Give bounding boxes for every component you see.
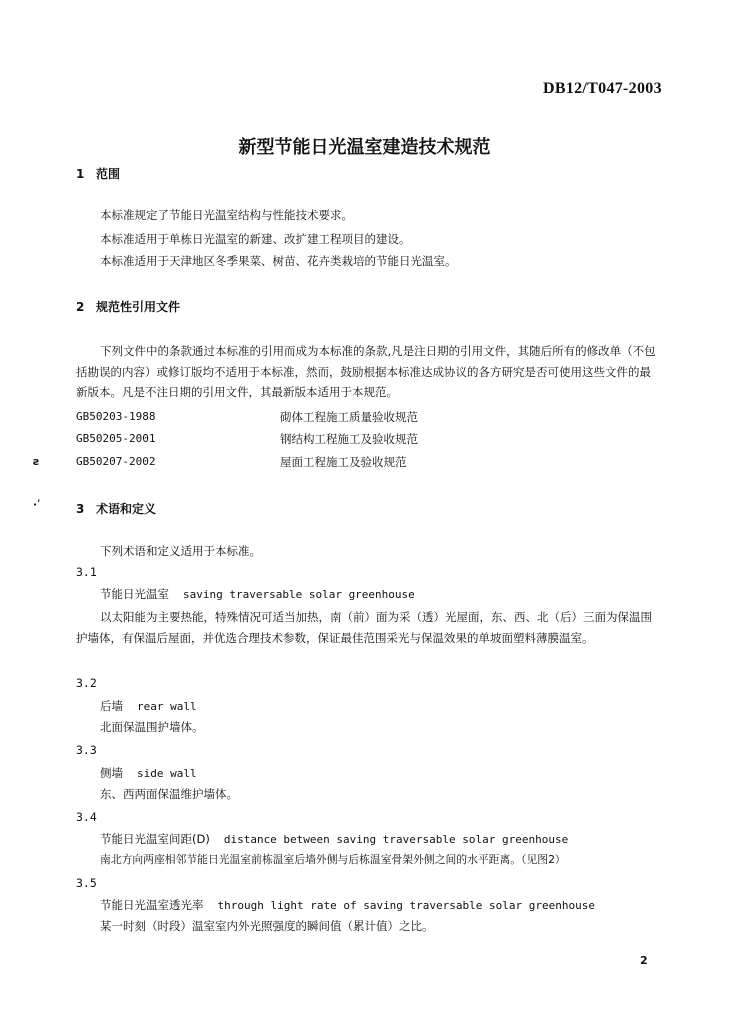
term-cn: 节能日光温室透光率 — [100, 898, 204, 912]
paragraph: 本标准适用于单栋日光温室的新建、改扩建工程项目的建设。 — [100, 232, 411, 246]
term-cn: 节能日光温室 — [100, 587, 169, 601]
term-heading — [100, 831, 568, 847]
section-title: 范围 — [96, 167, 121, 181]
page-number: 2 — [640, 954, 648, 967]
term-en: rear wall — [137, 700, 197, 713]
term-heading — [100, 586, 415, 602]
term-number: 3.5 — [76, 876, 97, 890]
section-number: 2 — [76, 300, 85, 314]
section-title: 术语和定义 — [96, 502, 157, 516]
term-cn: 节能日光温室间距(D) — [100, 832, 210, 846]
term-number: 3.3 — [76, 743, 97, 757]
term-en: through light rate of saving traversable solar greenhouse — [217, 899, 595, 912]
reference-name: 钢结构工程施工及验收规范 — [280, 432, 418, 446]
standard-code: DB12/T047-2003 — [543, 80, 662, 97]
term-definition: 东、西两面保温维护墙体。 — [100, 787, 238, 801]
term-definition: 北面保温围护墙体。 — [100, 720, 204, 734]
term-number: 3.2 — [76, 676, 97, 690]
reference-name: 砌体工程施工质量验收规范 — [280, 410, 418, 424]
section-2-heading — [76, 298, 180, 315]
section-3-heading — [76, 500, 156, 517]
reference-code: GB50207-2002 — [76, 455, 156, 468]
term-cn: 后墙 — [100, 699, 123, 713]
paragraph: 本标准规定了节能日光温室结构与性能技术要求。 — [100, 208, 353, 222]
document-title: 新型节能日光温室建造技术规范 — [238, 137, 491, 158]
section-number: 3 — [76, 502, 85, 516]
reference-name: 屋面工程施工及验收规范 — [280, 455, 407, 469]
margin-mark: ·ʹ — [33, 498, 41, 511]
term-number: 3.4 — [76, 810, 97, 824]
section-3-intro: 下列术语和定义适用于本标准。 — [100, 544, 261, 558]
term-heading — [100, 765, 197, 781]
term-en: side wall — [137, 767, 197, 780]
reference-code: GB50205-2001 — [76, 432, 156, 445]
section-1-heading — [76, 165, 120, 182]
section-2-intro: 下列文件中的条款通过本标准的引用而成为本标准的条款,凡是注日期的引用文件，其随后所有的修改单（不包括勘误的内容）或修订版均不适用于本标准，然而，鼓励根据本标准达成协议的各方研究是否可使用这些文件的最新版本。凡是不注日期的引用文件，其最新版本适用于本规范。 — [76, 344, 656, 399]
term-number: 3.1 — [76, 565, 97, 579]
margin-mark: ƨ — [33, 455, 40, 468]
term-definition: 以太阳能为主要热能，特殊情况可适当加热，南（前）面为采（透）光屋面，东、西、北（后）三面为保温围护墙体，有保温后屋面，并优选合理技术参数，保证最佳范围采光与保温效果的单坡面塑料薄膜温室。 — [76, 610, 652, 645]
term-cn: 侧墙 — [100, 766, 123, 780]
term-heading — [100, 698, 197, 714]
term-en: saving traversable solar greenhouse — [183, 588, 415, 601]
section-number: 1 — [76, 167, 85, 181]
reference-code: GB50203-1988 — [76, 410, 156, 423]
term-en: distance between saving traversable solar greenhouse — [223, 833, 569, 846]
term-heading — [100, 897, 595, 913]
term-definition: 某一时刻（时段）温室室内外光照强度的瞬间值（累计值）之比。 — [100, 919, 434, 933]
paragraph: 本标准适用于天津地区冬季果菜、树苗、花卉类栽培的节能日光温室。 — [100, 254, 457, 268]
term-definition: 南北方向两座相邻节能日光温室前栋温室后墙外侧与后栋温室骨架外侧之间的水平距离。（见图2） — [100, 853, 566, 866]
section-title: 规范性引用文件 — [96, 300, 181, 314]
